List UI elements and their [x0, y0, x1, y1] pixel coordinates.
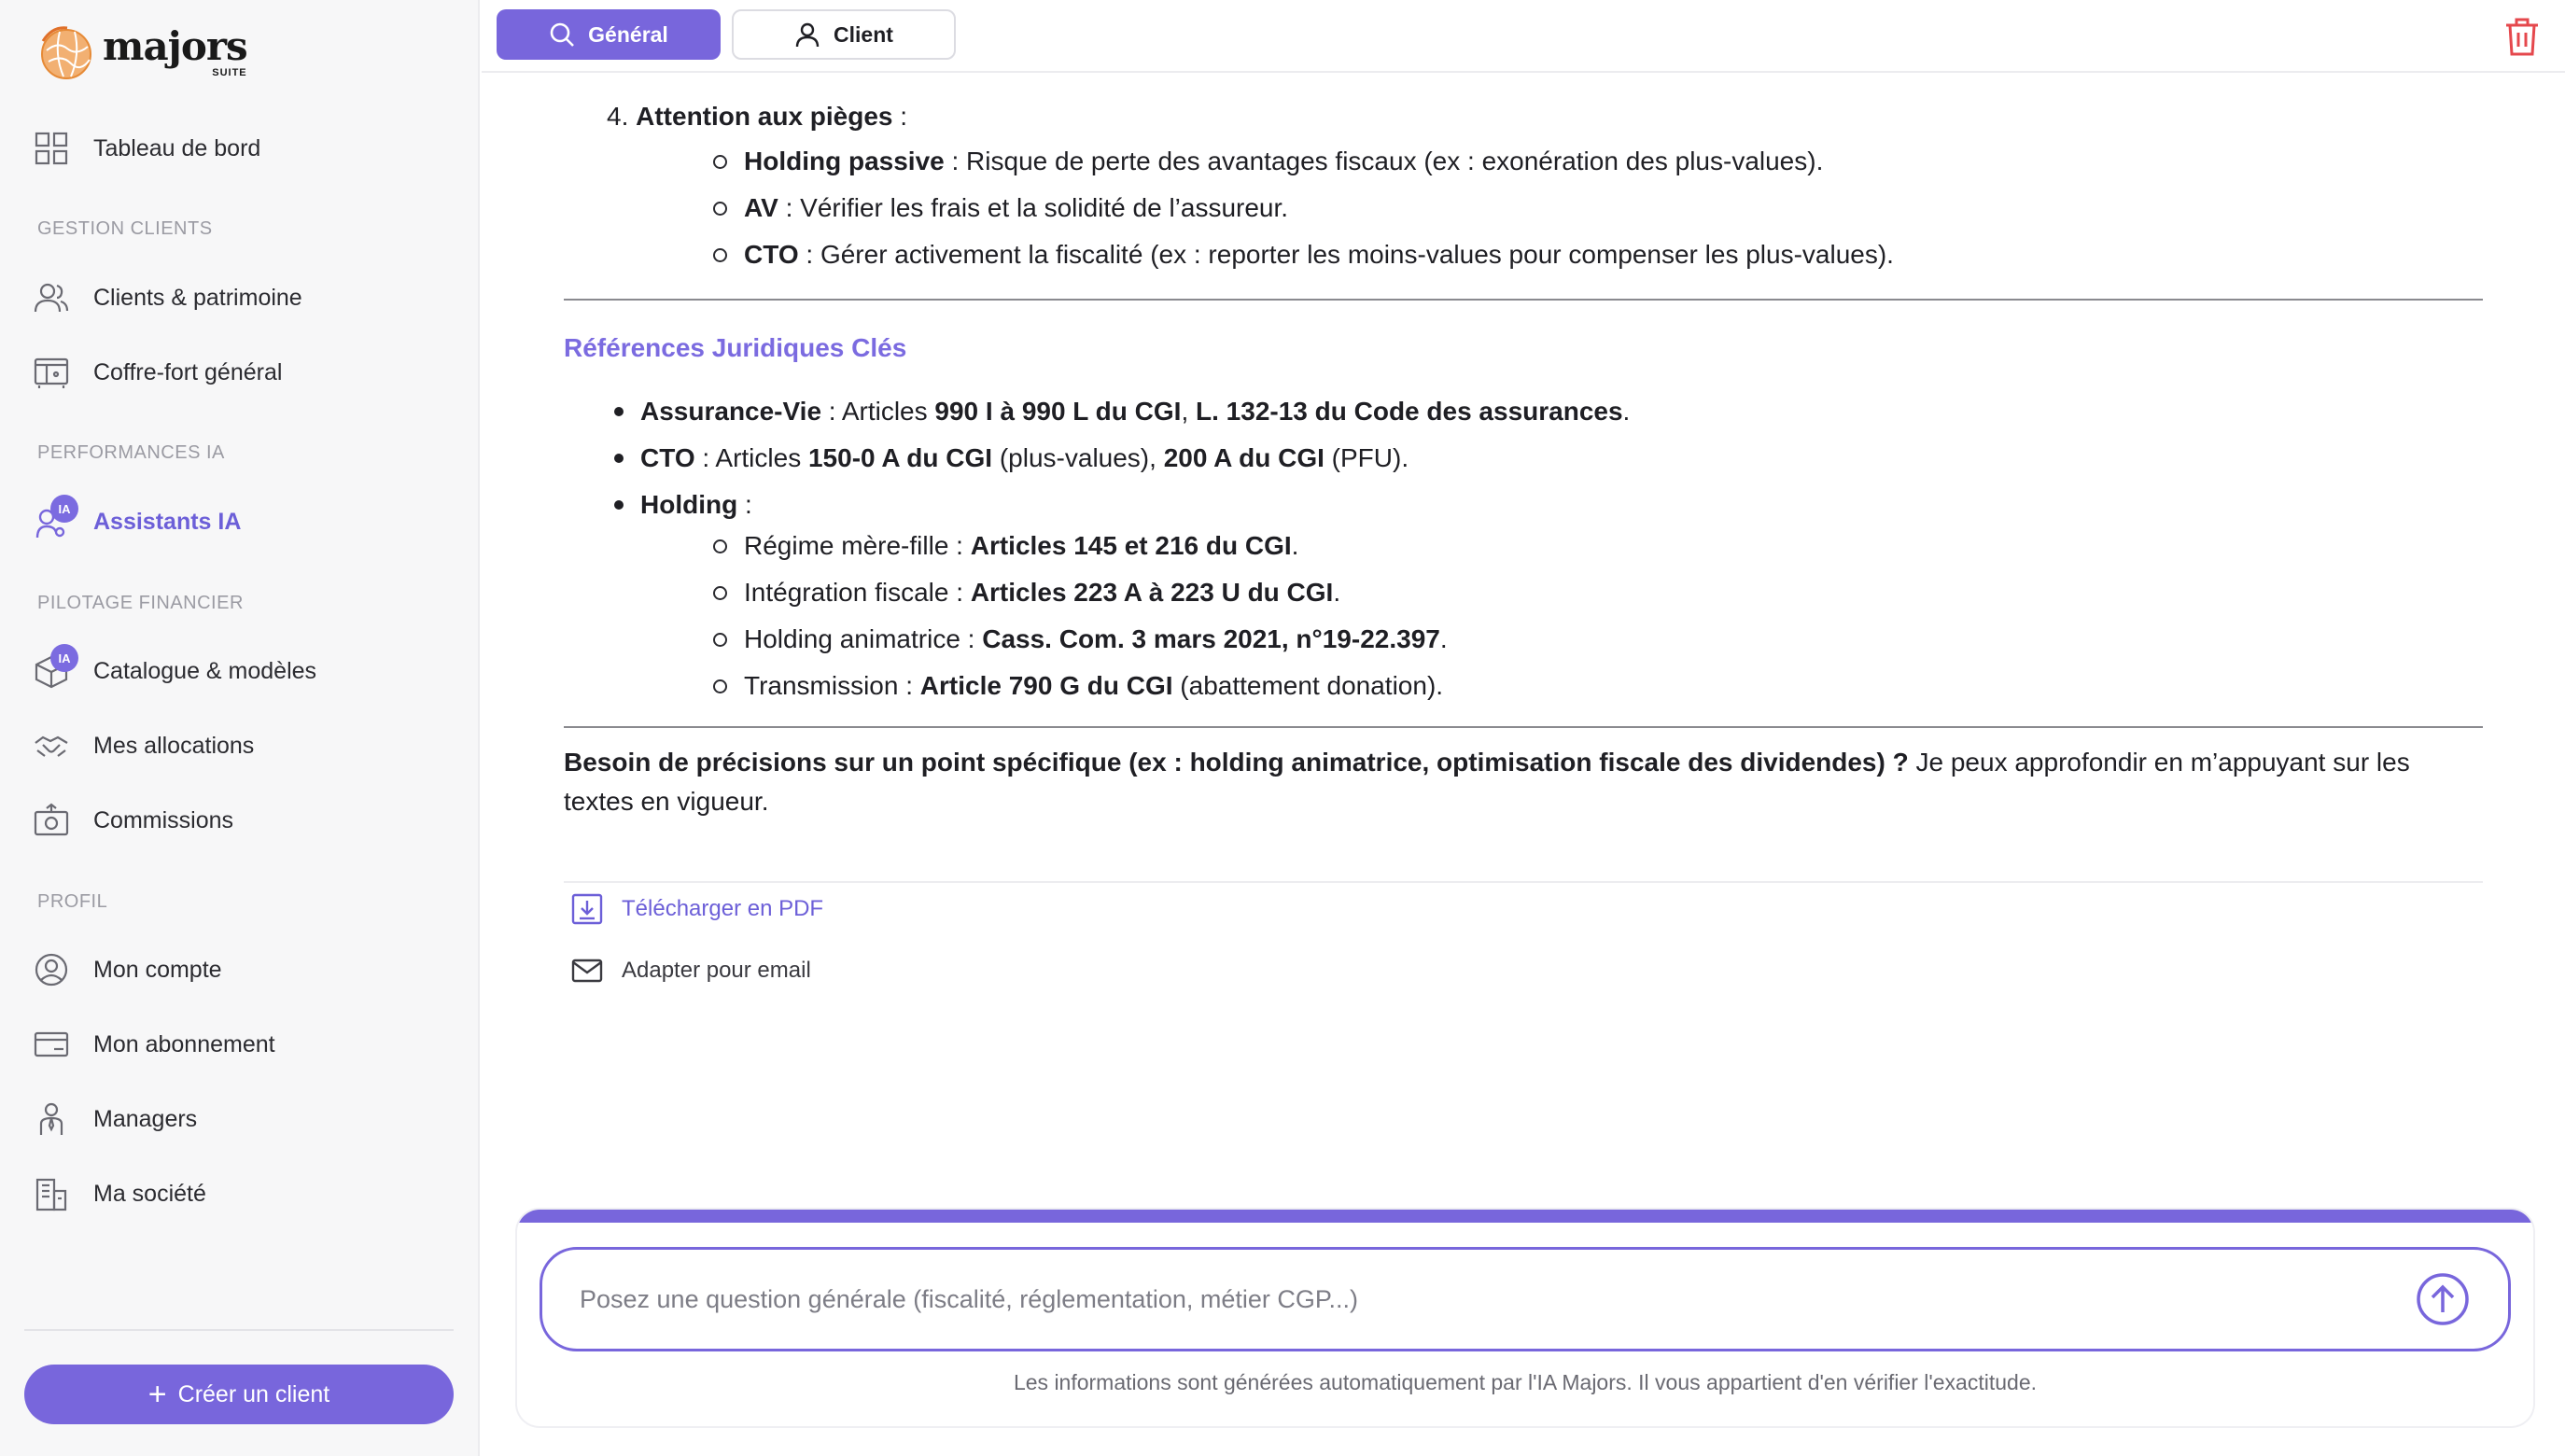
section-title-gestion: GESTION CLIENTS [37, 218, 213, 239]
list-item: Assurance-Vie : Articles 990 I à 990 L du CGI, L. 132-13 du Code des assurances. [614, 392, 1630, 431]
list-item: Régime mère-fille : Articles 145 et 216 du CGI. [713, 526, 1298, 566]
sidebar-divider [24, 1329, 454, 1331]
ia-badge: IA [50, 495, 78, 523]
commission-icon [34, 803, 69, 838]
sidebar-item-label: Mes allocations [93, 732, 255, 759]
tab-general-label: Général [588, 21, 668, 47]
sidebar-item-subscription[interactable] [34, 1018, 275, 1071]
section-title-profil: PROFIL [37, 891, 108, 912]
question-input-container [540, 1247, 2511, 1351]
sidebar-item-label: Mon abonnement [93, 1030, 275, 1057]
search-icon [549, 21, 575, 48]
divider [564, 881, 2483, 883]
download-pdf-button[interactable] [571, 892, 823, 926]
list-item: Intégration fiscale : Articles 223 A à 223 U du CGI. [713, 573, 1340, 612]
tab-general[interactable] [497, 9, 721, 60]
list-item: 4. Attention aux pièges : [607, 102, 908, 131]
sidebar-item-label: Mon compte [93, 956, 222, 983]
references-heading: Références Juridiques Clés [564, 333, 907, 362]
plus-icon: + [147, 1377, 167, 1412]
adapt-email-button[interactable] [571, 954, 811, 987]
list-item: Holding : [614, 485, 752, 525]
sidebar-item-dashboard[interactable] [34, 122, 260, 175]
list-item: Holding passive : Risque de perte des avantages fiscaux (ex : exonération des plus-values). [713, 142, 1823, 181]
composer-accent-bar [517, 1210, 2533, 1223]
globe-logo-icon [39, 22, 93, 82]
manager-icon [34, 1101, 69, 1137]
user-icon [794, 21, 820, 48]
user-circle-icon [34, 952, 69, 987]
sidebar-item-assistants[interactable] [34, 496, 241, 548]
sidebar-item-label: Catalogue & modèles [93, 657, 317, 684]
brand-name: majors [103, 22, 247, 69]
question-input[interactable] [580, 1285, 2415, 1314]
tab-client-label: Client [834, 21, 893, 47]
sidebar-item-label: Commissions [93, 806, 234, 833]
section-title-pilotage: PILOTAGE FINANCIER [37, 593, 244, 613]
sidebar [0, 0, 480, 1456]
sidebar-item-label: Assistants IA [93, 508, 242, 535]
sidebar-item-vault[interactable] [34, 346, 282, 399]
send-arrow-icon[interactable] [2415, 1271, 2471, 1327]
list-item: CTO : Gérer activement la fiscalité (ex : reporter les moins-values pour compenser les plus-values). [713, 235, 1894, 274]
adapt-email-label: Adapter pour email [622, 958, 811, 983]
building-icon [34, 1176, 69, 1211]
box-icon [34, 653, 69, 689]
sidebar-item-label: Clients & patrimoine [93, 284, 302, 311]
topbar [482, 0, 2565, 73]
sidebar-item-catalogue[interactable] [34, 645, 316, 697]
list-item: Holding animatrice : Cass. Com. 3 mars 2021, n°19-22.397. [713, 620, 1448, 659]
divider [564, 299, 2483, 301]
ia-badge: IA [50, 644, 78, 672]
closing-paragraph: Besoin de précisions sur un point spécifique (ex : holding animatrice, optimisation fiscale des dividendes) ? Je peux approfondir en m’appuyant sur les textes en vigueur. [564, 748, 2410, 816]
download-pdf-label: Télécharger en PDF [622, 896, 824, 921]
tab-client[interactable] [732, 9, 956, 60]
trash-icon[interactable] [2503, 17, 2541, 56]
sidebar-item-label: Ma société [93, 1180, 206, 1207]
create-client-button[interactable] [24, 1365, 454, 1424]
brand-logo[interactable] [39, 22, 247, 82]
ai-disclaimer: Les informations sont générées automatiquement par l'IA Majors. Il vous appartient d'en vérifier l'exactitude. [1013, 1370, 2038, 1394]
grid-icon [34, 131, 69, 166]
sidebar-item-company[interactable] [34, 1168, 206, 1220]
assistant-icon [34, 501, 71, 539]
handshake-icon [34, 728, 69, 763]
sidebar-item-managers[interactable] [34, 1093, 197, 1145]
mail-icon [571, 955, 603, 987]
composer [517, 1210, 2533, 1426]
section-title-performances: PERFORMANCES IA [37, 442, 225, 463]
create-client-label: Créer un client [177, 1380, 330, 1407]
users-icon [34, 280, 69, 315]
sidebar-item-allocations[interactable] [34, 720, 254, 772]
sidebar-item-commissions[interactable] [34, 794, 233, 847]
download-icon [571, 893, 603, 925]
list-item: AV : Vérifier les frais et la solidité de l’assureur. [713, 189, 1288, 228]
sidebar-item-account[interactable] [34, 944, 222, 996]
brand-sub: SUITE [212, 66, 247, 78]
list-item: Transmission : Article 790 G du CGI (abattement donation). [713, 666, 1443, 706]
sidebar-item-label: Managers [93, 1105, 198, 1132]
sidebar-item-clients[interactable] [34, 272, 302, 324]
divider [564, 726, 2483, 728]
sidebar-item-label: Coffre-fort général [93, 358, 283, 385]
sidebar-item-label: Tableau de bord [93, 134, 261, 161]
vault-icon [34, 355, 69, 390]
credit-card-icon [34, 1027, 69, 1062]
list-item: CTO : Articles 150-0 A du CGI (plus-values), 200 A du CGI (PFU). [614, 439, 1409, 478]
